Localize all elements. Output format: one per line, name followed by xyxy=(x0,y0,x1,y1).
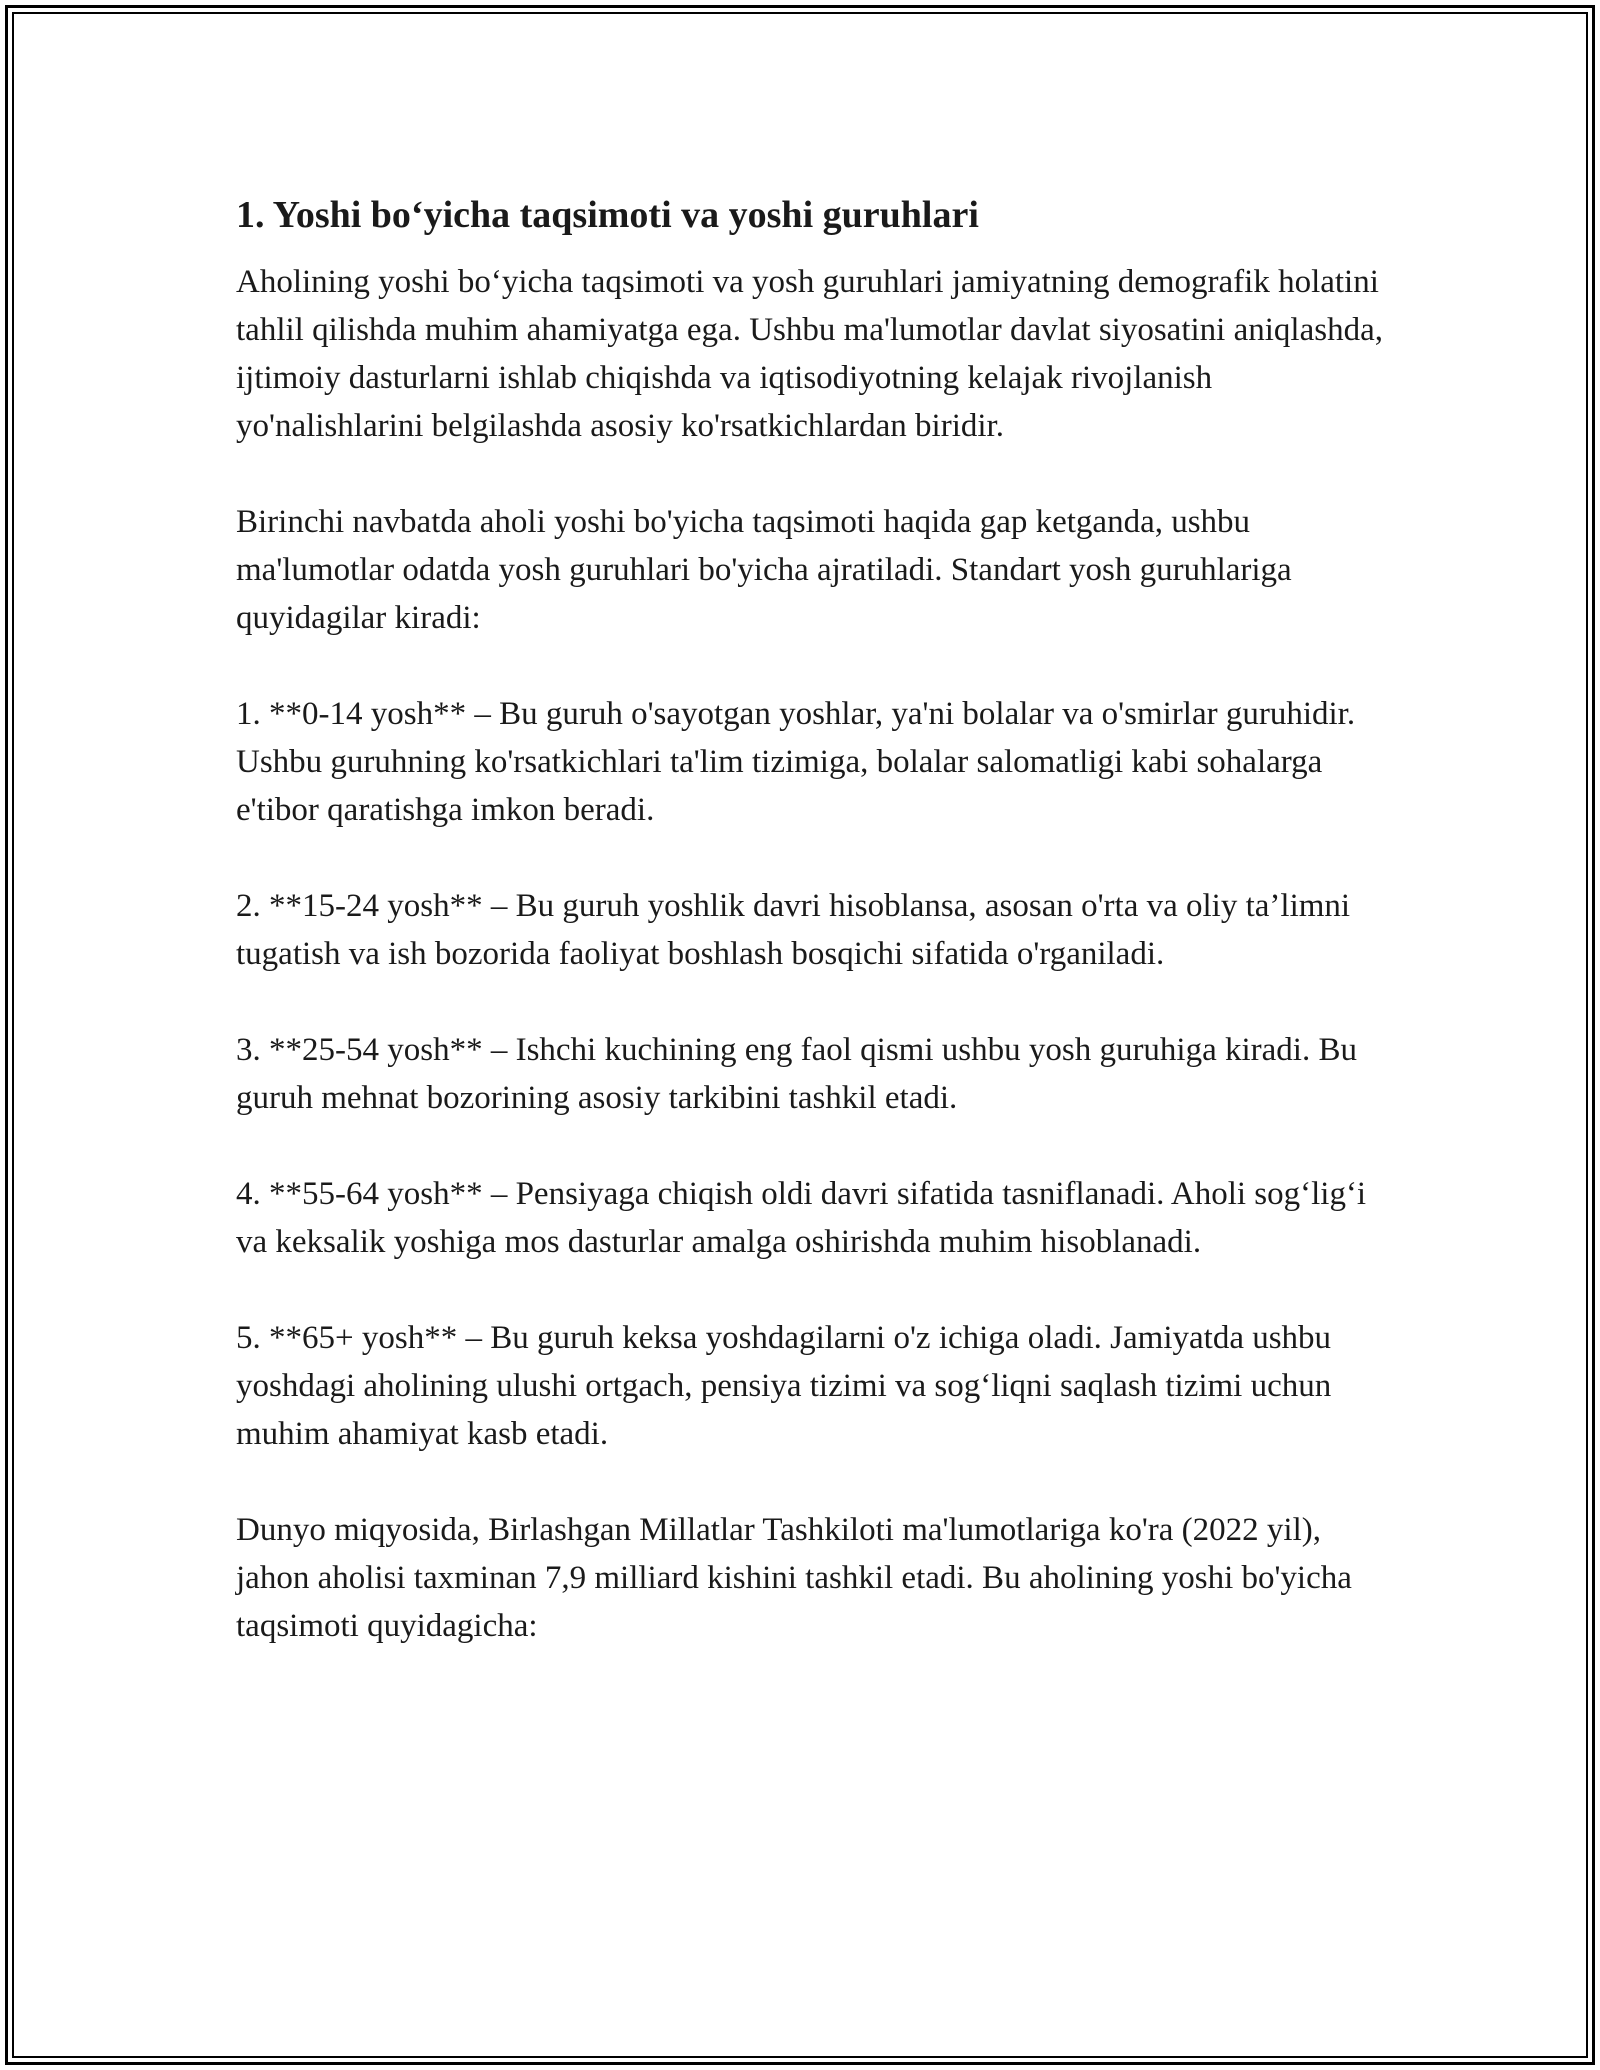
list-item-age-55-64: 4. **55-64 yosh** – Pensiyaga chiqish oldi davri sifatida tasniflanadi. Aholi sog‘lig‘i va keksalik yoshiga mos dasturlar amalga oshirishda muhim hisoblanadi. xyxy=(236,1176,1367,1260)
list-item-age-0-14: 1. **0-14 yosh** – Bu guruh o'sayotgan yoshlar, ya'ni bolalar va o'smirlar guruhidir. Ushbu guruhning ko'rsatkichlari ta'lim tizimiga, bolalar salomatligi kabi sohalarga e'tibor qaratishga imkon beradi. xyxy=(236,696,1356,828)
paragraph-world-population: Dunyo miqyosida, Birlashgan Millatlar Tashkiloti ma'lumotlariga ko'ra (2022 yil), jahon aholisi taxminan 7,9 milliard kishini tashkil etadi. Bu aholining yoshi bo'yicha taqsimoti quyidagicha: xyxy=(236,1512,1352,1644)
list-item-age-25-54: 3. **25-54 yosh** – Ishchi kuchining eng faol qismi ushbu yosh guruhiga kiradi. Bu guruh mehnat bozorining asosiy tarkibini tashkil etadi. xyxy=(236,1032,1357,1116)
paragraph-age-groups-intro: Birinchi navbatda aholi yoshi bo'yicha taqsimoti haqida gap ketganda, ushbu ma'lumotlar odatda yosh guruhlari bo'yicha ajratiladi. Standart yosh guruhlariga quyidagilar kiradi: xyxy=(236,504,1292,636)
list-item-age-15-24: 2. **15-24 yosh** – Bu guruh yoshlik davri hisoblansa, asosan o'rta va oliy ta’limni tugatish va ish bozorida faoliyat boshlash bosqichi sifatida o'rganiladi. xyxy=(236,888,1351,972)
paragraph-intro: Aholining yoshi bo‘yicha taqsimoti va yosh guruhlari jamiyatning demografik holatini tahlil qilishda muhim ahamiyatga ega. Ushbu ma'lumotlar davlat siyosatini aniqlashda, ijtimoiy dasturlarni ishlab chiqishda va iqtisodiyotning kelajak rivojlanish yo'nalishlarini belgilashda asosiy ko'rsatkichlardan biridir. xyxy=(236,264,1383,444)
document-body xyxy=(236,188,1386,1698)
list-item-age-65-plus: 5. **65+ yosh** – Bu guruh keksa yoshdagilarni o'z ichiga oladi. Jamiyatda ushbu yoshdagi aholining ulushi ortgach, pensiya tizimi va sog‘liqni saqlash tizimi uchun muhim ahamiyat kasb etadi. xyxy=(236,1320,1332,1452)
section-heading: 1. Yoshi bo‘yicha taqsimoti va yoshi guruhlari xyxy=(236,194,979,236)
